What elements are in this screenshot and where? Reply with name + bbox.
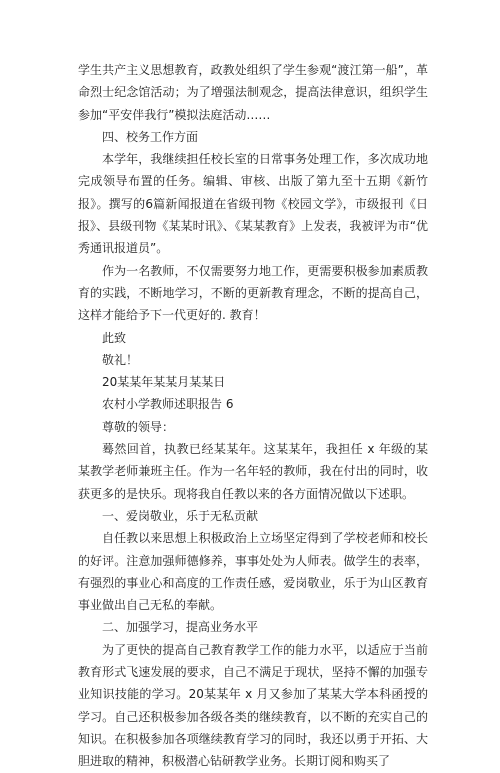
- salutation: 尊敬的领导：: [102, 419, 175, 434]
- body-paragraph-learning: 为了更快的提高自己教育教学工作的能力水平，以适应于当前教育形式飞速发展的要求，自己不满足于现状，坚持不懈的加强专业知识技能的学习。20某某年 x 月又参加了某某大学本科函授的学习。自己还积极参加各级各类的继续教育，以不断的充实自己的知识。在积极参加各项继续教育学习的同时，我还以勇于开拓、大胆进取的精神，积极潜心钻研教学业务。长期订阅和购买了: [78, 642, 428, 769]
- body-paragraph-party-education: 学生共产主义思想教育，政教处组织了学生参观“渡江第一船”，革命烈士纪念馆活动；为了增强法制观念，提高法律意识，组织学生参加“平安伴我行”模拟法庭活动……: [78, 63, 428, 122]
- section-heading-school-affairs: 四、校务工作方面: [102, 129, 199, 144]
- body-paragraph-dedication: 自任教以来思想上积极政治上立场坚定得到了学校老师和校长的好评。注意加强师德修养，事事处处为人师表。做学生的表率，有强烈的事业心和高度的工作责任感，爱岗敬业，乐于为山区教育事业做出自己无私的奉献。: [78, 531, 428, 613]
- closing-line-cizhi: 此致: [102, 330, 127, 345]
- document-body: [78, 59, 428, 773]
- closing-line-jingli: 敬礼！: [102, 352, 139, 367]
- body-paragraph-teacher-growth: 作为一名教师，不仅需要努力地工作，更需要积极参加素质教育的实践，不断地学习，不断的更新教育理念，不断的提高自己，这样才能给予下一代更好的. 教育！: [78, 263, 428, 323]
- section-heading-dedication: 一、爱岗敬业，乐于无私贡献: [102, 508, 259, 523]
- body-paragraph-school-affairs: 本学年，我继续担任校长室的日常事务处理工作，多次成功地完成领导布置的任务。编辑、审核、出版了第九至十五期《新竹报》。撰写的6篇新闻报道在省级刊物《校园文学》，市级报刊《日报》、县级刊物《某某时讯》、《某某教育》上发表，我被评为市“优秀通讯报道员”。: [78, 152, 428, 256]
- report-date: 20某某年某某月某某日: [102, 375, 226, 390]
- report-title: 农村小学教师述职报告 6: [102, 397, 234, 412]
- section-heading-learning: 二、加强学习，提高业务水平: [102, 620, 259, 635]
- body-paragraph-introduction: 蓦然回首，执教已经某某年。这某某年，我担任 x 年级的某某教学老师兼班主任。作为一名年轻的教师，我在付出的同时，收获更多的是快乐。现将我自任教以来的各方面情况做以下述职。: [78, 442, 428, 501]
